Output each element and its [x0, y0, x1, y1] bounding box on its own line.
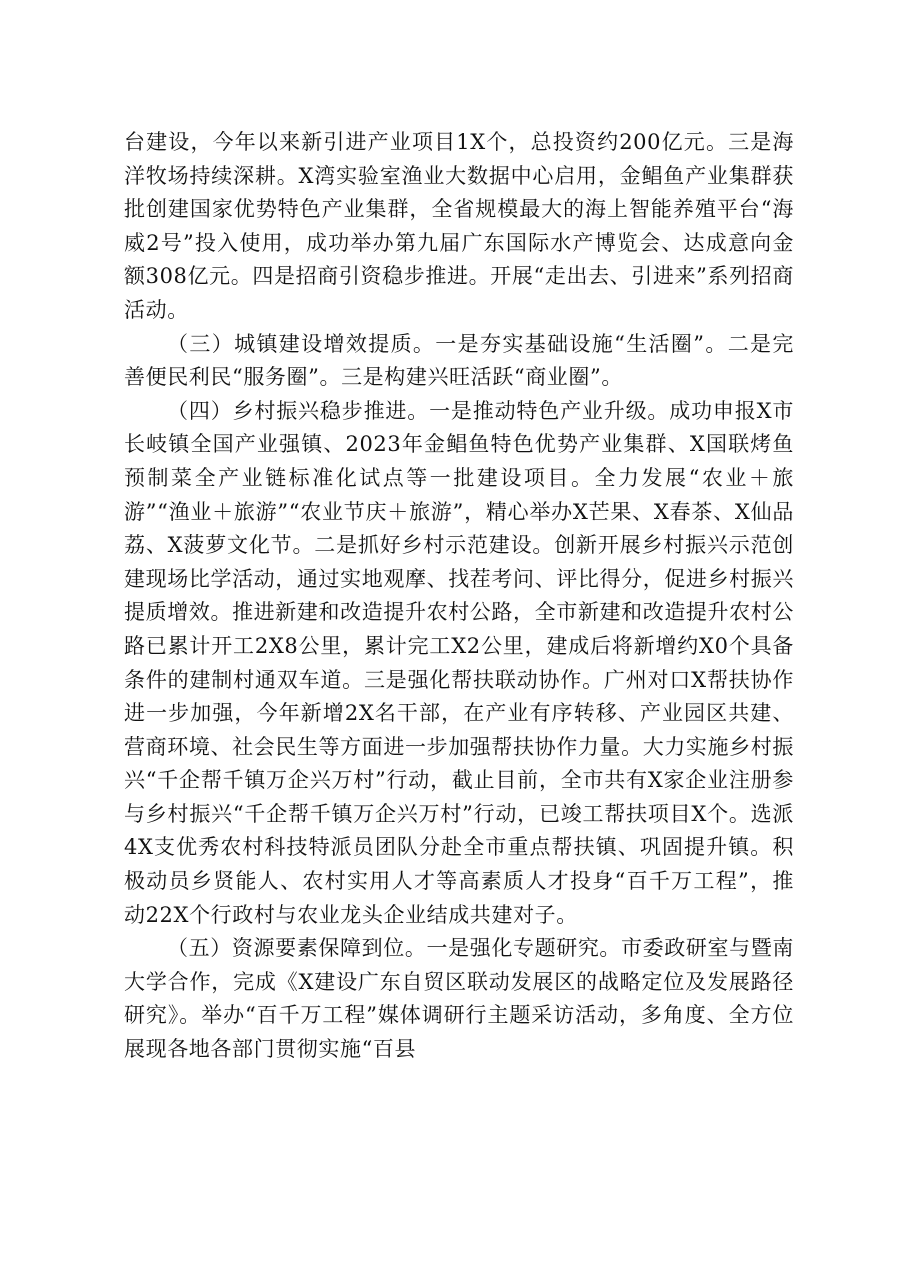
- paragraph-rural-revitalization: （四）乡村振兴稳步推进。一是推动特色产业升级。成功申报X市长岐镇全国产业强镇、2023年金鲳鱼特色优势产业集群、X国联烤鱼预制菜全产业链标准化试点等一批建设项目。全力发展“农业＋旅游”“渔业＋旅游”“农业节庆＋旅游”，精心举办X芒果、X春茶、X仙品荔、X菠萝文化节。二是抓好乡村示范建设。创新开展乡村振兴示范创建现场比学活动，通过实地观摩、找茬考问、评比得分，促进乡村振兴提质增效。推进新建和改造提升农村公路，全市新建和改造提升农村公路已累计开工2X8公里，累计完工X2公里，建成后将新增约X0个具备条件的建制村通双车道。三是强化帮扶联动协作。广州对口X帮扶协作进一步加强，今年新增2X名干部，在产业有序转移、产业园区共建、营商环境、社会民生等方面进一步加强帮扶协作力量。大力实施乡村振兴“千企帮千镇万企兴万村”行动，截止目前，全市共有X家企业注册参与乡村振兴“千企帮千镇万企兴万村”行动，已竣工帮扶项目X个。选派4X支优秀农村科技特派员团队分赴全市重点帮扶镇、巩固提升镇。积极动员乡贤能人、农村实用人才等高素质人才投身“百千万工程”，推动22X个行政村与农业龙头企业结成共建对子。: [124, 398, 794, 927]
- paragraph-resource-guarantee: （五）资源要素保障到位。一是强化专题研究。市委政研室与暨南大学合作，完成《X建设广东自贸区联动发展区的战略定位及发展路径研究》。举办“百千万工程”媒体调研行主题采访活动，多角度、全方位展现各地各部门贯彻实施“百县: [124, 936, 794, 1062]
- paragraph-marine-industry: 台建设，今年以来新引进产业项目1X个，总投资约200亿元。三是海洋牧场持续深耕。X湾实验室渔业大数据中心启用，金鲳鱼产业集群获批创建国家优势特色产业集群，全省规模最大的海上智能养殖平台“海威2号”投入使用，成功举办第九届广东国际水产博览会、达成意向金额308亿元。四是招商引资稳步推进。开展“走出去、引进来”系列招商活动。: [124, 130, 794, 322]
- paragraph-urban-construction: （三）城镇建设增效提质。一是夯实基础设施“生活圈”。二是完善便民利民“服务圈”。三是构建兴旺活跃“商业圈”。: [124, 331, 794, 390]
- document-body: [124, 126, 794, 1067]
